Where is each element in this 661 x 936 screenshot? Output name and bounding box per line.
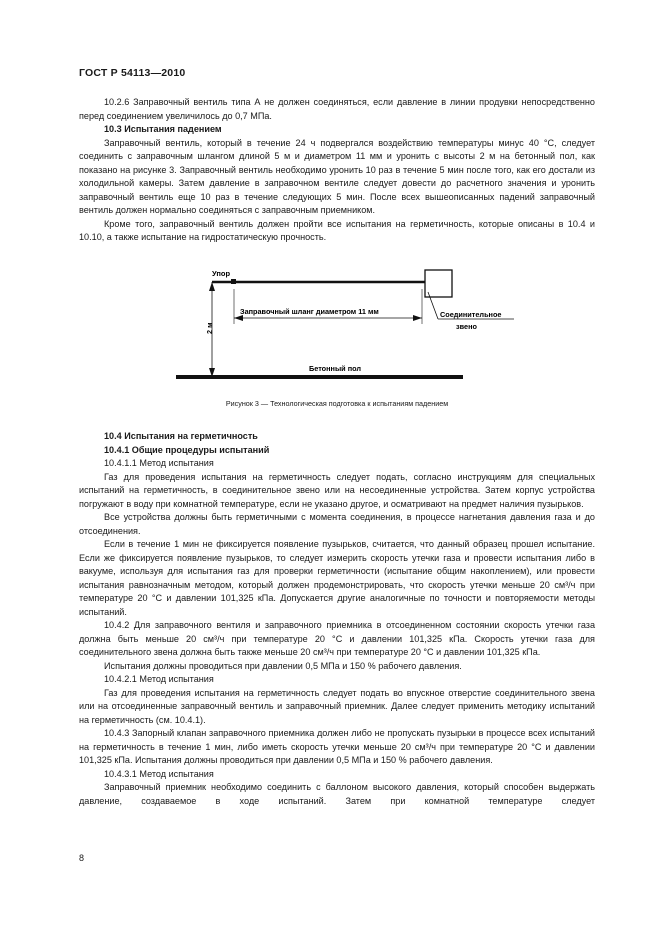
paragraph-drop-test: Заправочный вентиль, который в течение 24 ч подвергался воздействию температуры минус 40 °С, следует соединить с заправочным шлангом длиной 5 м и диаметром 11 мм и уронить с высоты 2 м на бетонный пол, как показано на рисунке 3. Заправочный вентиль необходимо уронить 10 раз в течение 5 мин после того, как его достали из холодильной камеры. Затем давление в заправочном вентиле следует довести до расчетного значения и уронить заправочный вентиль еще 10 раз в течение следующих 5 мин. После всех вышеописанных падений заправочный вентиль должен нормально соединяться с заправочным приемником. <box>79 137 595 215</box>
subheading-10-4-1-1: 10.4.1.1 Метод испытания <box>104 458 214 468</box>
stop-label: Упор <box>212 269 231 278</box>
connector-label-1: Соединительное <box>440 310 502 319</box>
figure-caption: Рисунок 3 — Технологическая подготовка к испытаниям падением <box>225 399 449 408</box>
paragraph-gas-supply: Газ для проведения испытания на герметичность следует подать, согласно инструкциям для специальных испытаний на герметичность, в соединительное звено или на несоединенные устройства. Затем корпус устройства погружают в воду при комнатной температуре, если не указано другое, и осматривают на предмет наличия пузырьков. <box>79 471 595 509</box>
paragraph-10-4-2: 10.4.2 Для заправочного вентиля и заправочного приемника в отсоединенном состоянии скорость утечки газа должна быть меньше 20 см³/ч при температуре 20 °С и давлении 101,325 кПа. Скорость утечки газа для соединительного звена должна быть также меньше 20 см³/ч при температуре 20 °С и давлении 101,325 кПа. <box>79 620 595 657</box>
text-block-bottom <box>79 430 595 808</box>
floor-label: Бетонный пол <box>309 364 362 373</box>
paragraph-all-devices: Все устройства должны быть герметичными с момента соединения, в процессе нагнетания давления газа и до отсоединения. <box>79 512 595 536</box>
text-block-top <box>79 96 595 245</box>
heading-10-3: 10.3 Испытания падением <box>104 124 222 134</box>
heading-10-4: 10.4 Испытания на герметичность <box>104 431 258 441</box>
paragraph-10-4-3: 10.4.3 Запорный клапан заправочного приемника должен либо не пропускать пузырьки в процессе всех испытаний на герметичность в течение 1 мин, либо иметь скорость утечки меньше 20 см³/ч при температуре 20 °С и давлении 101,325 кПа. Испытания должны проводиться при давлении 0,5 МПа и 150 % рабочего давления. <box>79 728 595 765</box>
stop-marker <box>231 279 236 284</box>
hose-label: Заправочный шланг диаметром 11 мм <box>240 307 379 316</box>
paragraph-bubbles: Если в течение 1 мин не фиксируется появление пузырьков, считается, что данный образец прошел испытание. Если же фиксируется появление пузырьков, то следует измерить скорость утечки газа и провести испытания либо в вакууме, используя для испытания газ для проверки герметичности (испытание общим накоплением), или провести испытания равнозначным методом, который должен продемонстрировать, что скорость утечки меньше 20 см³/ч при температуре 20 °С и давлении 101,325 кПа. Допускается другие аналогичные по точности и повторяемости методы испытаний. <box>79 539 595 617</box>
paragraph-gas-inlet: Газ для проведения испытания на герметичность следует подать во впускное отверстие соединительного звена или на отсоединенные заправочный вентиль и заправочный приемник. Далее следует применить методику испытаний на герметичность (см. 10.4.1). <box>79 687 595 725</box>
heading-10-4-1: 10.4.1 Общие процедуры испытаний <box>104 444 270 455</box>
connector-label-2: звено <box>456 322 477 331</box>
paragraph-test-pressure: Испытания должны проводиться при давлении 0,5 МПа и 150 % рабочего давления. <box>104 660 462 671</box>
paragraph-additional-tests: Кроме того, заправочный вентиль должен пройти все испытания на герметичность, которые описаны в 10.4 и 10.10, а также испытание на гидростатическую прочность. <box>79 218 595 242</box>
subheading-10-4-2-1: 10.4.2.1 Метод испытания <box>104 674 214 684</box>
page-number: 8 <box>79 853 85 863</box>
paragraph-10-2-6: 10.2.6 Заправочный вентиль типа А не должен соединяться, если давление в линии продувки непосредственно перед соединением увеличилось до 0,7 МПа. <box>79 97 595 121</box>
subheading-10-4-3-1: 10.4.3.1 Метод испытания <box>104 768 214 779</box>
document-header: ГОСТ Р 54113—2010 <box>79 67 186 79</box>
figure-3-drop-test-diagram <box>170 262 530 387</box>
concrete-floor <box>176 375 463 379</box>
connector-box <box>425 270 452 297</box>
paragraph-receiver: Заправочный приемник необходимо соединить с баллоном высокого давления, который способен выдержать давление, создаваемое в ходе испытаний. Затем при комнатной температуре следует <box>79 782 595 806</box>
height-label: 2 м <box>205 322 214 334</box>
